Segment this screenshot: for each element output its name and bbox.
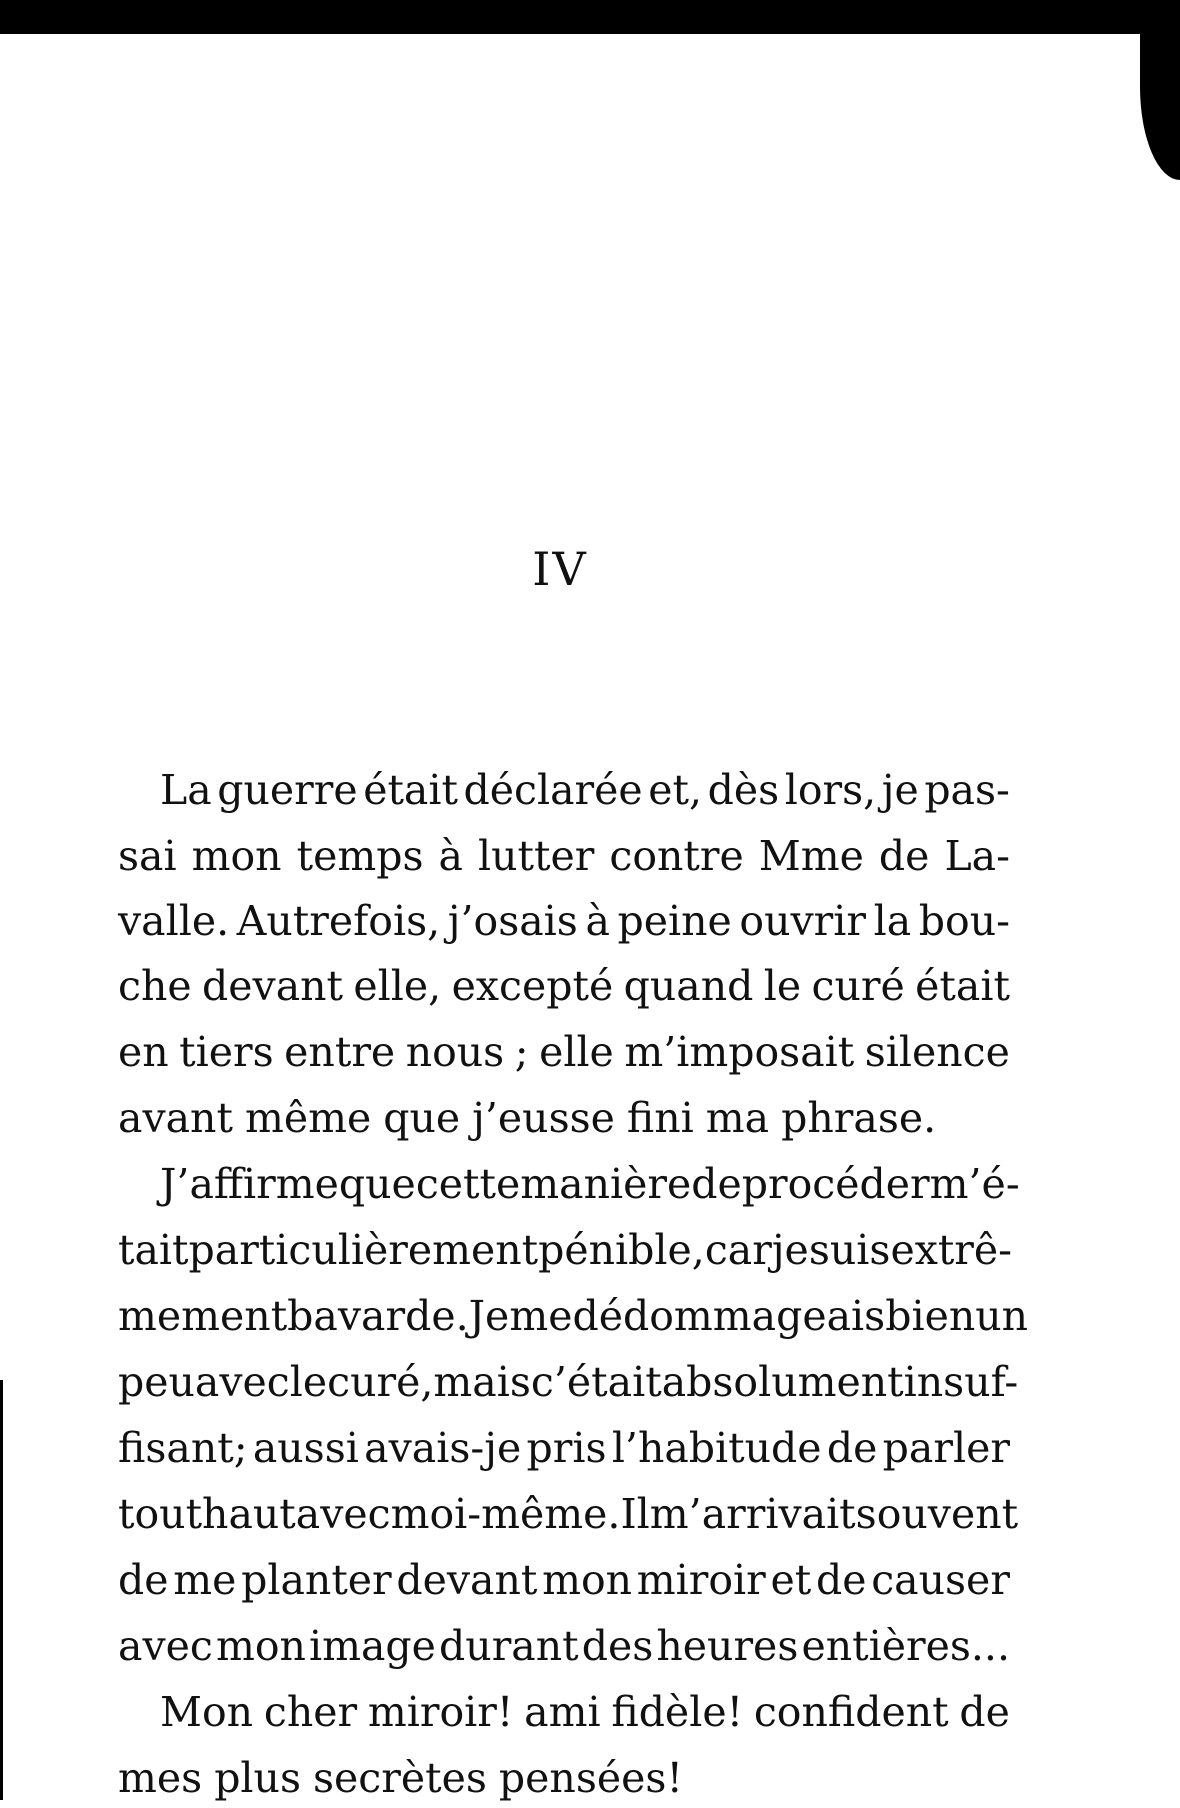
word: c’était [530,1358,662,1406]
word: fini [626,1094,694,1142]
word: curé, [327,1358,434,1406]
word: guerre [217,766,358,814]
word: avec [118,1622,213,1670]
word: car [704,1226,772,1274]
word: ma [705,1094,770,1142]
word: déclarée [463,766,643,814]
word: je [771,1226,809,1274]
text-line [118,1418,1010,1478]
word: nous [405,1028,505,1076]
word: de [826,1424,878,1472]
word: ouvrir [739,897,866,945]
word: était [915,962,1010,1010]
word: La [160,766,212,814]
word: mon [215,1622,306,1670]
word: avec [295,1490,391,1538]
word: devant [396,1556,538,1604]
word: de [959,1688,1010,1736]
text-line [118,1088,1010,1148]
text-line [118,891,1010,951]
word: de [878,832,930,880]
word: planter [241,1556,392,1604]
word: en [118,1028,169,1076]
word: cher [263,1688,358,1736]
text-line [118,956,1010,1016]
text-line [118,1022,1010,1082]
word: le [289,1358,328,1406]
word: entières... [801,1622,1010,1670]
word: m’arrivait [649,1490,856,1538]
word: che [118,962,192,1010]
word: souvent [855,1490,1019,1538]
text-line [160,1682,1010,1742]
text-line [118,1286,1029,1346]
word: fisant; [118,1424,248,1472]
word: lors, [784,766,877,814]
word: La- [944,832,1010,880]
word: valle. [118,897,230,945]
word: fidèle! [611,1688,744,1736]
word: j’eusse [472,1094,615,1142]
word: un [975,1292,1029,1340]
text-line [118,826,1010,886]
word: Mon [160,1688,254,1736]
word: peu [118,1358,195,1406]
word: causer [871,1556,1010,1604]
word: l’habitude [611,1424,822,1472]
word: Il [620,1490,650,1538]
word: à [585,897,610,945]
text-line [118,1220,1013,1280]
word: pris [526,1424,607,1472]
word: mement [118,1292,288,1340]
word: aussi [252,1424,359,1472]
word: Je [468,1292,510,1340]
word: que [338,1160,416,1208]
word: temps [296,832,424,880]
word: m’é- [929,1160,1020,1208]
word: mon [542,1556,633,1604]
text-line [160,760,1010,820]
word: contre [609,832,744,880]
word: même [244,1094,372,1142]
word: de [118,1556,169,1604]
text-line [118,1616,1010,1676]
word: bien [885,1292,976,1340]
word: dédommageais [572,1292,886,1340]
word: mes [118,1754,203,1802]
word: elle, [353,962,442,1010]
word: tiers [179,1028,274,1076]
word: de [691,1160,742,1208]
word: procéder [741,1160,930,1208]
word: J’affirme [160,1160,339,1208]
word: me [173,1556,237,1604]
word: me [509,1292,573,1340]
word: sai [118,832,177,880]
word: des [581,1622,654,1670]
word: que [383,1094,461,1142]
word: miroir [636,1556,766,1604]
word: bavarde. [287,1292,469,1340]
word: durant [439,1622,579,1670]
word: ; [514,1028,529,1076]
word: heures [656,1622,799,1670]
word: avais-je [364,1424,522,1472]
word: la [873,897,912,945]
word: elle [539,1028,614,1076]
text-line [118,1748,1010,1808]
word: plus [214,1754,301,1802]
word: j’osais [447,897,578,945]
word: Mme [758,832,864,880]
word: absolument [661,1358,904,1406]
word: secrètes [313,1754,487,1802]
word: manière [520,1160,692,1208]
word: mais [433,1358,531,1406]
text-line [118,1550,1010,1610]
text-line [118,1484,1019,1544]
word: bou- [918,897,1010,945]
word: devant [202,962,344,1010]
word: je [881,766,919,814]
word: excepté [451,962,614,1010]
word: pénible, [538,1226,705,1274]
word: ami [524,1688,601,1736]
word: tout [118,1490,203,1538]
word: curé [811,962,905,1010]
word: avant [118,1094,233,1142]
word: peine [617,897,732,945]
word: quand [623,962,754,1010]
word: de [815,1556,867,1604]
word: et [770,1556,812,1604]
word: Autrefois, [236,897,441,945]
word: parler [882,1424,1010,1472]
word: avec [194,1358,290,1406]
word: le [763,962,802,1010]
word: pensées! [498,1754,683,1802]
word: extrê- [890,1226,1013,1274]
word: entre [284,1028,396,1076]
word: suis [808,1226,891,1274]
word: pas- [924,766,1010,814]
word: miroir! [367,1688,514,1736]
word: silence [864,1028,1010,1076]
word: mon [191,832,282,880]
word: tait [118,1226,189,1274]
word: confident [753,1688,949,1736]
word: m’imposait [624,1028,855,1076]
word: dès [707,766,780,814]
word: lutter [478,832,595,880]
word: haut [202,1490,296,1538]
word: cette [415,1160,521,1208]
word: à [438,832,463,880]
word: particulièrement [188,1226,539,1274]
word: image [309,1622,436,1670]
text-line [118,1352,1019,1412]
chapter-heading: IV [532,542,588,596]
word: et, [648,766,703,814]
text-line [160,1154,1020,1214]
word: était [363,766,458,814]
word: moi-même. [390,1490,621,1538]
word: insuf- [903,1358,1019,1406]
word: phrase. [781,1094,937,1142]
